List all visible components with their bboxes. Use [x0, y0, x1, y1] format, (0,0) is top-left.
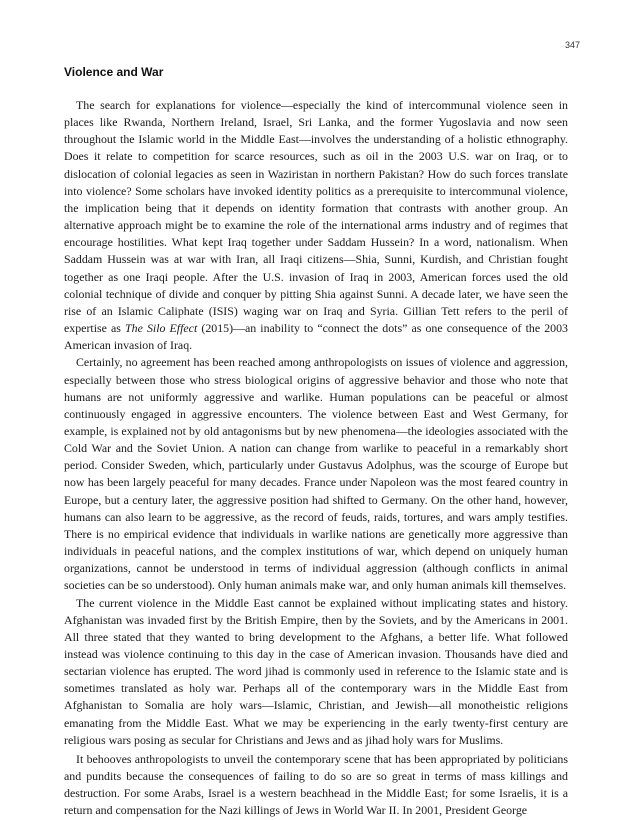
- paragraph-1-text-after: (2015)—an inability to “connect the dots” as one consequence of the 2003 American invasion of Iraq.: [64, 321, 568, 353]
- paragraph-2: Certainly, no agreement has been reached among anthropologists on issues of violence and aggression, especially between those who stress biological origins of aggressive behavior and those who note that humans are not uniformly aggressive and warlike. Human populations can be peaceful or almost continuously engaged in aggressive encounters. The violence between East and West Germany, for example, is explained not by old antagonisms but by new phenomena—the ideologies associated with the Cold War and the Soviet Union. A nation can change from warlike to peaceful in a remarkably short period. Consider Sweden, which, particularly under Gustavus Adolphus, was the scourge of Europe but now has been largely peaceful for many decades. France under Napoleon was the most feared country in Europe, but a century later, the aggressive position had shifted to Germany. On the other hand, however, humans can also learn to be aggressive, as the record of feuds, raids, tortures, and wars amply testifies. There is no empirical evidence that individuals in warlike nations are genetically more aggressive than individuals in peaceful nations, and the complex institutions of war, which depend on uniquely human organizations, cannot be understood in terms of individual aggression (although conflicts in animal societies can be so understood). Only human animals make war, and only human animals kill themselves.: [64, 355, 568, 593]
- paragraph-1-text-before: The search for explanations for violence—especially the kind of intercommunal violence seen in places like Rwanda, Northern Ireland, Israel, Sri Lanka, and the former Yugoslavia and now seen throughout the Islamic world in the Middle East—involves the understanding of a holistic ethnography. Does it relate to competition for scarce resources, such as oil in the 2003 U.S. war on Iraq, or to dislocation of colonial legacies as seen in Waziristan in northern Pakistan? How do such forces translate into violence? Some scholars have invoked identity politics as a prerequisite to intercommunal violence, the implication being that it depends on identity formation that contrasts with another group. An alternative approach might be to examine the role of the international arms industry and of regimes that encourage hostilities. What kept Iraq together under Saddam Hussein? In a word, nationalism. When Saddam Hussein was at war with Iran, all Iraqi citizens—Shia, Sunni, Kurdish, and Christian fought together as one Iraqi people. After the U.S. invasion of Iraq in 2003, American forces used the old colonial technique of divide and conquer by pitting Shia against Sunni. A decade later, we have seen the rise of an Islamic Caliphate (ISIS) waging war on Iraq and Syria. Gillian Tett refers to the peril of expertise as: [64, 98, 568, 336]
- section-heading: Violence and War: [64, 65, 164, 79]
- body-text: [64, 97, 568, 820]
- page-number: 347: [564, 40, 580, 50]
- paragraph-4: It behooves anthropologists to unveil the contemporary scene that has been appropriated by politicians and pundits because the consequences of failing to do so are so great in terms of mass killings and destruction. For some Arabs, Israel is a western beachhead in the Middle East; for some Israelis, it is a return and compensation for the Nazi killings of Jews in World War II. In 2001, President George: [64, 751, 568, 818]
- paragraph-1: [64, 97, 568, 354]
- paragraph-3: The current violence in the Middle East cannot be explained without implicating states and history. Afghanistan was invaded first by the British Empire, then by the Soviets, and by the Americans in 2001. All three stated that they wanted to bring development to the Afghans, a better life. What followed instead was violence continuing to this day in the case of American invasion. Thousands have died and sectarian violence has erupted. The word jihad is commonly used in reference to the Islamic state and is sometimes translated as holy war. Perhaps all of the contemporary wars in the Middle East from Afghanistan to Somalia are holy wars—Islamic, Christian, and Jewish—all monotheistic religions emanating from the Middle East. What we may be experiencing in the early twenty-first century are religious wars posing as secular for Christians and Jews and as jihad holy wars for Muslims.: [64, 595, 568, 747]
- book-title-italic: The Silo Effect: [125, 321, 198, 336]
